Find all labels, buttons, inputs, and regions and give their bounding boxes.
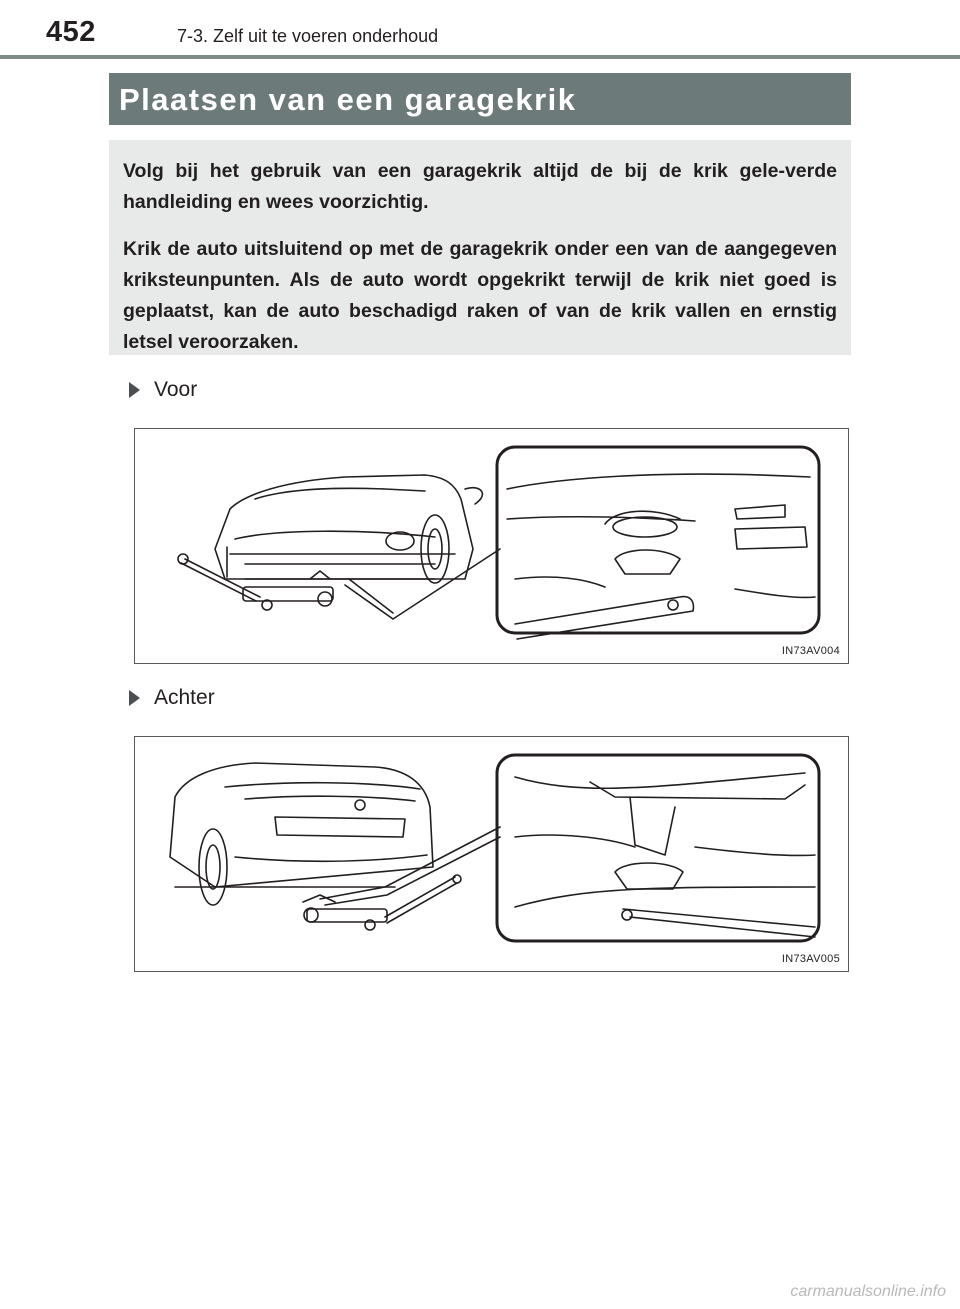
bullet-rear-label: Achter [154, 686, 215, 709]
caution-box [109, 140, 851, 355]
bullet-rear [129, 686, 215, 710]
caution-paragraph-1: Volg bij het gebruik van een garagekrik altijd de bij de krik gele-verde handleiding en wees voorzichtig. [123, 160, 837, 213]
figure-code: IN73AV005 [781, 953, 840, 965]
page-title: Plaatsen van een garagekrik [109, 73, 851, 125]
figure-code: IN73AV004 [781, 645, 840, 657]
bullet-arrow-icon [129, 690, 140, 706]
caution-paragraph-2: Krik de auto uitsluitend op met de garagekrik onder een van de aangegeven kriksteunpunten. Als de auto wordt opgekrikt terwijl de krik niet goed is geplaatst, kan de auto beschadigd raken of van de krik vallen en ernstig letsel veroorzaken. [123, 238, 837, 353]
rear-car-jack-illustration [135, 737, 847, 970]
bullet-front-label: Voor [154, 378, 198, 401]
page-number: 452 [46, 16, 96, 48]
section-reference: 7-3. Zelf uit te voeren onderhoud [177, 26, 439, 46]
bullet-arrow-icon [129, 382, 140, 398]
watermark: carmanualsonline.info [790, 1283, 946, 1300]
figure-rear-jack-point [134, 736, 849, 972]
front-car-jack-illustration [135, 429, 847, 662]
header-divider [0, 55, 960, 59]
bullet-front [129, 378, 197, 402]
figure-front-jack-point [134, 428, 849, 664]
